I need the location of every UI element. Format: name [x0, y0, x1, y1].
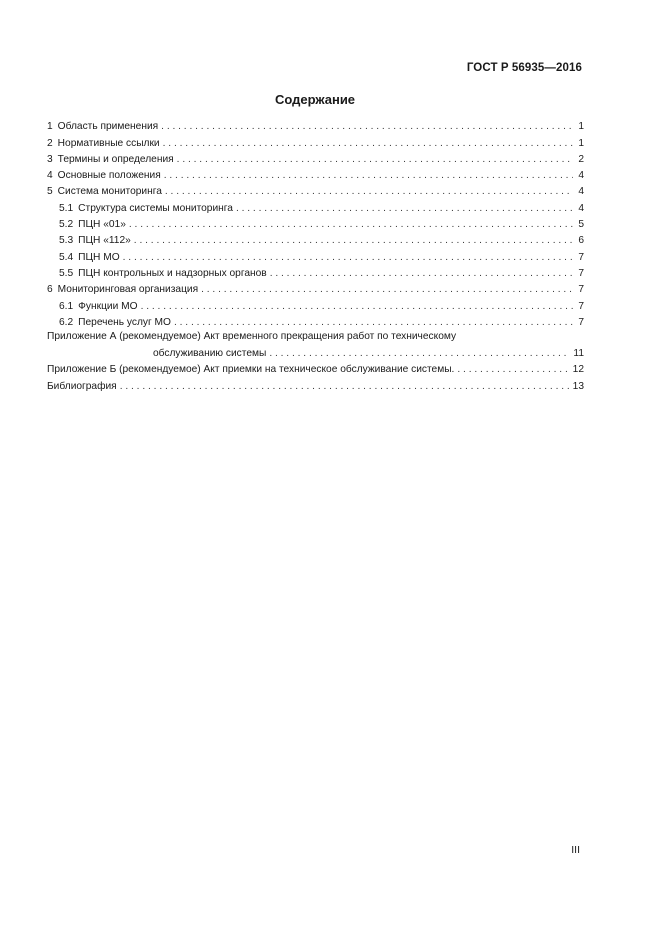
toc-entry-title: Структура системы мониторинга	[78, 202, 233, 214]
toc-entry-number: 6.2	[59, 316, 74, 328]
toc-entry-page: 2	[578, 153, 584, 165]
toc-entry-page: 7	[578, 300, 584, 312]
appendix-a-title-line1: Приложение А (рекомендуемое) Акт временного прекращения работ по техническому	[47, 330, 457, 342]
toc-entry-title: Основные положения	[57, 170, 161, 182]
toc-entry-bibliography[interactable]	[47, 377, 584, 393]
toc-entry-1[interactable]	[47, 118, 584, 134]
dot-leader	[141, 300, 573, 314]
bibliography-title: Библиография	[47, 380, 117, 392]
dot-leader	[120, 380, 570, 394]
toc-entry-page: 7	[578, 316, 584, 328]
dot-leader	[129, 218, 573, 232]
toc-entry-5-2[interactable]	[47, 216, 584, 232]
dot-leader	[270, 267, 573, 281]
toc-entry-6[interactable]	[47, 281, 584, 297]
toc-entry-number: 5.3	[59, 235, 74, 247]
appendix-b-title: Приложение Б (рекомендуемое) Акт приемки на техническое обслуживание системы.	[47, 364, 455, 376]
toc-entry-page: 4	[578, 202, 584, 214]
toc-entry-number: 5.2	[59, 219, 74, 231]
dot-leader	[165, 185, 573, 199]
dot-leader	[201, 283, 573, 297]
toc-entry-number: 5.4	[59, 251, 74, 263]
toc-entry-title: ПЦН контрольных и надзорных органов	[78, 267, 267, 279]
dot-leader	[161, 120, 573, 134]
toc-entry-number: 1	[47, 121, 53, 133]
toc-entry-page: 4	[578, 170, 584, 182]
toc-entry-title: ПЦН «01»	[78, 219, 126, 231]
toc-entry-number: 4	[47, 170, 53, 182]
toc-entry-appendix-b[interactable]	[47, 361, 584, 377]
toc-entry-title: Система мониторинга	[57, 186, 162, 198]
dot-leader	[174, 316, 573, 330]
toc-entry-page: 7	[578, 267, 584, 279]
dot-leader	[134, 234, 573, 248]
toc-title: Содержание	[274, 92, 356, 107]
toc-entry-5-1[interactable]	[47, 199, 584, 215]
toc-entry-page: 12	[572, 364, 584, 376]
toc-entry-4[interactable]	[47, 167, 584, 183]
toc-entry-6-1[interactable]	[47, 297, 584, 313]
toc-entry-page: 6	[578, 235, 584, 247]
toc-entry-page: 7	[578, 284, 584, 296]
toc-entry-5-4[interactable]	[47, 248, 584, 264]
table-of-contents	[47, 118, 584, 394]
toc-entry-number: 6	[47, 284, 53, 296]
toc-entry-number: 3	[47, 153, 53, 165]
dot-leader	[164, 169, 573, 183]
toc-entry-number: 6.1	[59, 300, 74, 312]
toc-entry-page: 7	[578, 251, 584, 263]
toc-entry-number: 5.1	[59, 202, 74, 214]
standard-code: ГОСТ Р 56935—2016	[466, 62, 582, 74]
dot-leader	[236, 202, 573, 216]
dot-leader	[163, 137, 573, 151]
toc-entry-page: 5	[578, 219, 584, 231]
page-number: III	[571, 844, 580, 856]
toc-entry-5-3[interactable]	[47, 232, 584, 248]
toc-entry-number: 5.5	[59, 267, 74, 279]
dot-leader	[457, 363, 569, 377]
toc-entry-title: Область применения	[57, 121, 159, 133]
toc-entry-2[interactable]	[47, 134, 584, 150]
dot-leader	[269, 347, 570, 361]
toc-entry-title: Функции МО	[78, 300, 138, 312]
toc-entry-5[interactable]	[47, 183, 584, 199]
dot-leader	[177, 153, 573, 167]
toc-entry-number: 5	[47, 186, 53, 198]
toc-entry-title: Термины и определения	[57, 153, 174, 165]
toc-entry-page: 4	[578, 186, 584, 198]
toc-entry-3[interactable]	[47, 151, 584, 167]
toc-entry-title: ПЦН «112»	[78, 235, 131, 247]
toc-entry-page: 1	[578, 121, 584, 133]
toc-entry-page: 1	[578, 137, 584, 149]
toc-entry-5-5[interactable]	[47, 265, 584, 281]
toc-entry-title: Мониторинговая организация	[57, 284, 199, 296]
toc-entry-title: Нормативные ссылки	[57, 137, 160, 149]
toc-entry-page: 11	[573, 348, 584, 360]
dot-leader	[123, 251, 573, 265]
toc-entry-title: Перечень услуг МО	[78, 316, 171, 328]
toc-entry-page: 13	[572, 380, 584, 392]
toc-entry-appendix-a[interactable]	[47, 330, 584, 361]
appendix-a-title-line2-row	[47, 345, 584, 361]
toc-entry-6-2[interactable]	[47, 314, 584, 330]
appendix-a-title-line2: обслуживанию системы	[153, 348, 267, 360]
toc-entry-number: 2	[47, 137, 53, 149]
toc-entry-title: ПЦН МО	[78, 251, 120, 263]
